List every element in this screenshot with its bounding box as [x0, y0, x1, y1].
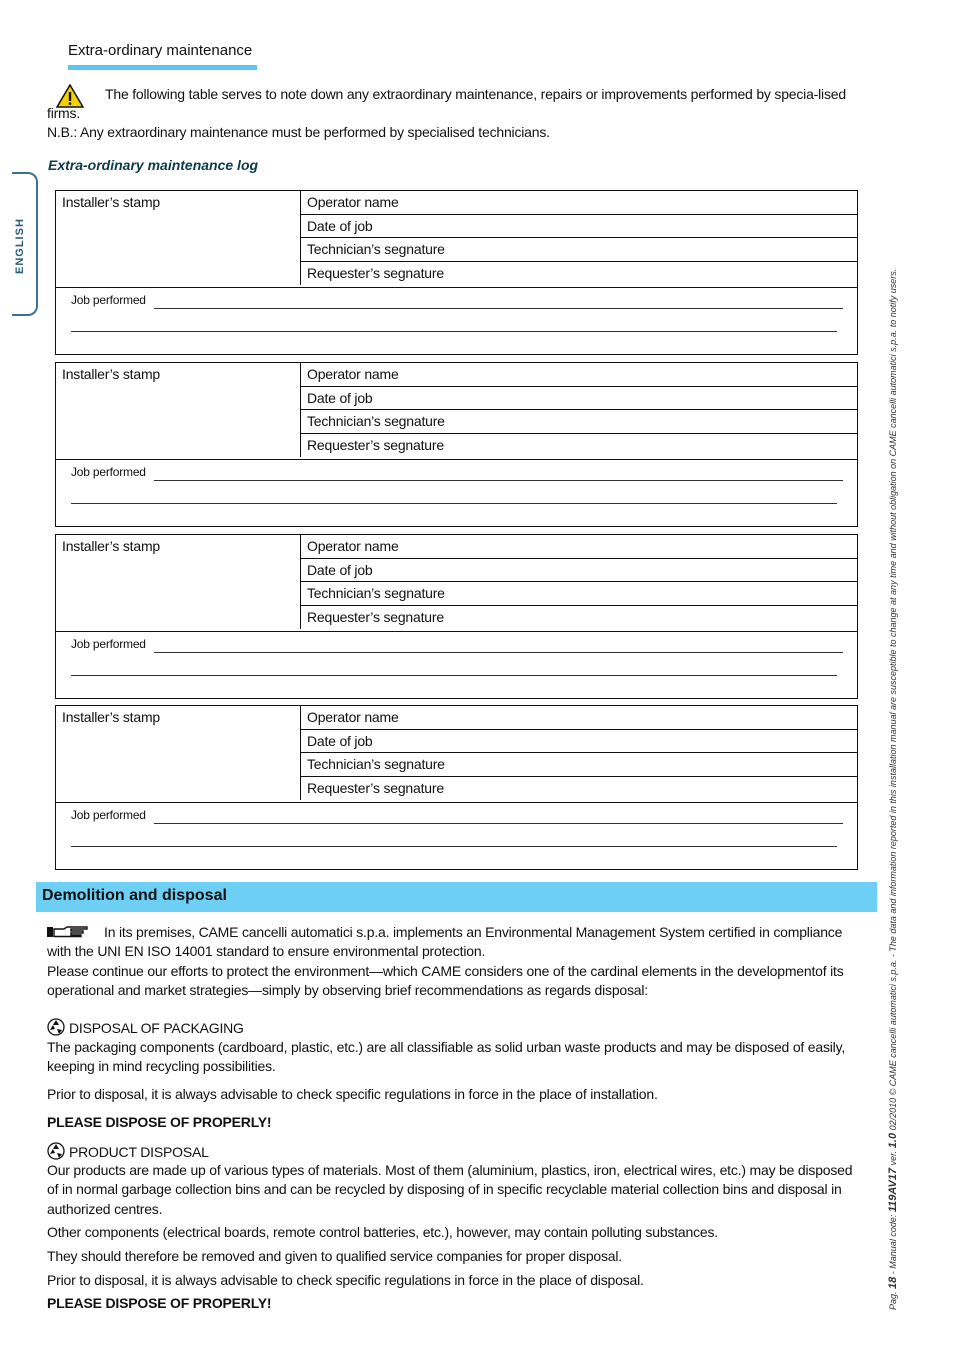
installer-stamp-label: Installer’s stamp — [62, 709, 161, 725]
log-title: Extra-ordinary maintenance log — [48, 157, 259, 173]
job-performed-line[interactable] — [154, 308, 843, 309]
technician-signature-field[interactable]: Technician’s segnature — [300, 410, 858, 434]
packaging-warning: PLEASE DISPOSE OF PROPERLY! — [47, 1114, 272, 1130]
divider — [56, 802, 857, 803]
language-tab — [12, 172, 38, 316]
date-of-job-field[interactable]: Date of job — [300, 387, 858, 411]
intro-paragraph: The following table serves to note down any extraordinary maintenance, repairs or improvements performed by specia-lised firms. — [47, 86, 846, 121]
environment-paragraph: In its premises, CAME cancelli automatici s.p.a. implements an Environmental Management System certified in compliance with the UNI EN ISO 14001 standard to ensure environmental protection. — [47, 924, 843, 960]
requester-signature-field[interactable]: Requester’s segnature — [300, 606, 858, 630]
divider — [56, 287, 857, 288]
log-entry — [55, 534, 858, 699]
installer-stamp-label: Installer’s stamp — [62, 194, 161, 210]
job-performed-line[interactable] — [71, 503, 837, 504]
manual-code-label: - Manual code: — [888, 1214, 898, 1275]
version-number: 1.0 — [887, 1132, 899, 1149]
job-performed-label: Job performed — [71, 465, 146, 479]
job-performed-label: Job performed — [71, 808, 146, 822]
date-of-job-field[interactable]: Date of job — [300, 730, 858, 754]
packaging-regulations: Prior to disposal, it is always advisable to check specific regulations in force in the place of installation. — [47, 1086, 658, 1102]
product-pollutants: Other components (electrical boards, remote control batteries, etc.), however, may contain polluting substances. — [47, 1224, 718, 1240]
page-label: Pag. — [888, 1291, 898, 1310]
product-heading — [47, 1142, 209, 1160]
log-entry — [55, 190, 858, 355]
version-label: ver. — [888, 1150, 898, 1166]
job-performed-line[interactable] — [71, 331, 837, 332]
copyright-note: 02/2010 © CAME cancelli automatici s.p.a. - The data and information reported in this installation manual are susceptible to change at any time and without obligation on CAME cancelli automatici s.p.a. to notify users. — [888, 268, 898, 1131]
operator-name-field[interactable]: Operator name — [300, 363, 858, 387]
intro-text — [47, 85, 857, 142]
language-label: ENGLISH — [14, 218, 26, 274]
technician-signature-field[interactable]: Technician’s segnature — [300, 238, 858, 262]
log-entry — [55, 362, 858, 527]
section-title: Extra-ordinary maintenance — [68, 42, 253, 59]
job-performed-label: Job performed — [71, 293, 146, 307]
divider — [56, 631, 857, 632]
installer-stamp-label: Installer’s stamp — [62, 366, 161, 382]
log-entry — [55, 705, 858, 870]
manual-code: 119AV17 — [887, 1167, 899, 1213]
section-underline — [68, 65, 257, 70]
job-performed-line[interactable] — [71, 846, 837, 847]
footer-side-note — [887, 240, 899, 1310]
job-performed-line[interactable] — [71, 675, 837, 676]
requester-signature-field[interactable]: Requester’s segnature — [300, 434, 858, 458]
recommendation-paragraph: Please continue our efforts to protect the environment—which CAME considers one of the cardinal elements in the developmentof its operational and market strategies—simply by observing brief recommendations as regards disposal: — [47, 962, 844, 998]
product-paragraph: Our products are made up of various types of materials. Most of them (aluminium, plastics, iron, electrical wires, etc.) may be disposed of in normal garbage collection bins and can be recycled by disposing of in specific recyclable material collection bins and disposal in authorized centres. — [47, 1162, 853, 1217]
packaging-title: DISPOSAL OF PACKAGING — [69, 1020, 244, 1036]
operator-name-field[interactable]: Operator name — [300, 535, 858, 559]
packaging-paragraph: The packaging components (cardboard, plastic, etc.) are all classifiable as solid urban waste products and may be disposed of easily, keeping in mind recycling possibilities. — [47, 1039, 846, 1075]
demolition-title: Demolition and disposal — [42, 887, 227, 904]
requester-signature-field[interactable]: Requester’s segnature — [300, 262, 858, 286]
operator-name-field[interactable]: Operator name — [300, 191, 858, 215]
date-of-job-field[interactable]: Date of job — [300, 215, 858, 239]
intro-note: N.B.: Any extraordinary maintenance must be performed by specialised technicians. — [47, 124, 550, 140]
technician-signature-field[interactable]: Technician’s segnature — [300, 582, 858, 606]
job-performed-line[interactable] — [154, 480, 843, 481]
job-performed-label: Job performed — [71, 637, 146, 651]
requester-signature-field[interactable]: Requester’s segnature — [300, 777, 858, 801]
demolition-text — [47, 923, 867, 1000]
product-removal: They should therefore be removed and given to qualified service companies for proper disposal. — [47, 1248, 622, 1264]
packaging-heading — [47, 1018, 244, 1036]
job-performed-line[interactable] — [154, 652, 843, 653]
recycle-globe-icon — [47, 1018, 65, 1036]
product-regulations: Prior to disposal, it is always advisable to check specific regulations in force in the place of disposal. — [47, 1272, 644, 1288]
date-of-job-field[interactable]: Date of job — [300, 559, 858, 583]
product-title: PRODUCT DISPOSAL — [69, 1144, 209, 1160]
technician-signature-field[interactable]: Technician’s segnature — [300, 753, 858, 777]
page-number: 18 — [887, 1276, 899, 1289]
product-warning: PLEASE DISPOSE OF PROPERLY! — [47, 1295, 272, 1311]
job-performed-line[interactable] — [154, 823, 843, 824]
recycle-globe-icon — [47, 1142, 65, 1160]
divider — [56, 459, 857, 460]
installer-stamp-label: Installer’s stamp — [62, 538, 161, 554]
operator-name-field[interactable]: Operator name — [300, 706, 858, 730]
